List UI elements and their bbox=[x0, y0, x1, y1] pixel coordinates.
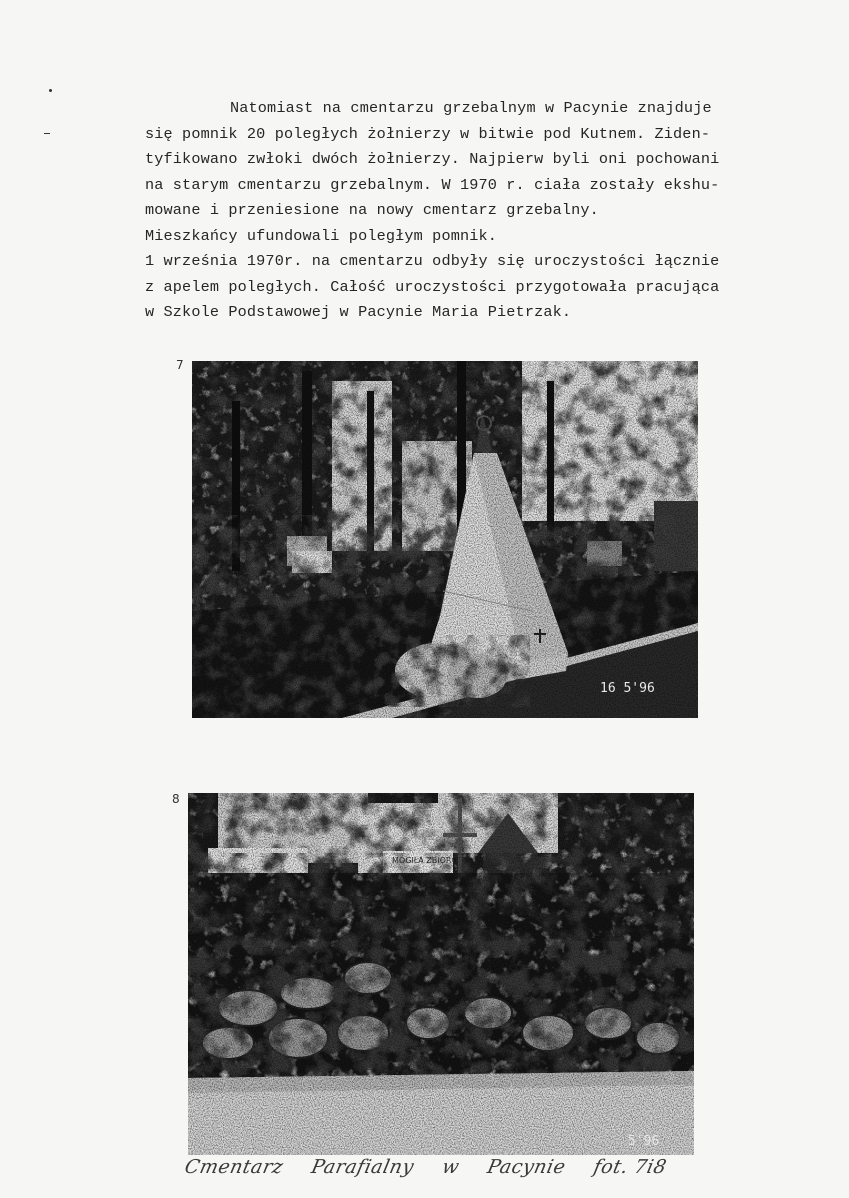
scan-speck bbox=[44, 133, 50, 134]
text-line: Mieszkańcy ufundowali poległym pomnik. bbox=[145, 226, 498, 245]
caption-word: fot. 7i8 bbox=[591, 1156, 669, 1178]
text-line: na starym cmentarzu grzebalnym. W 1970 r. ciała zostały ekshu- bbox=[145, 175, 720, 194]
text-line: się pomnik 20 poległych żołnierzy w bitwie pod Kutnem. Ziden- bbox=[145, 124, 711, 143]
photo-grave bbox=[188, 793, 694, 1155]
caption-word: Pacynie bbox=[485, 1156, 568, 1178]
text-line: z apelem poległych. Całość uroczystości przygotowała pracująca bbox=[145, 277, 720, 296]
handwritten-caption bbox=[183, 1156, 691, 1178]
date-stamp: 5'96 bbox=[628, 1134, 660, 1149]
caption-word: w bbox=[440, 1156, 462, 1178]
typed-text-block bbox=[145, 96, 795, 326]
caption-word: Parafialny bbox=[309, 1156, 417, 1178]
text-line: mowane i przeniesione na nowy cmentarz grzebalny. bbox=[145, 201, 599, 219]
caption-word: Cmentarz bbox=[182, 1156, 286, 1178]
text-line: Natomiast na cmentarzu grzebalnym w Pacynie znajduje bbox=[230, 99, 712, 117]
date-stamp: 16 5'96 bbox=[600, 681, 655, 696]
photo-number: 8 bbox=[172, 792, 180, 806]
text-line: tyfikowano zwłoki dwóch żołnierzy. Najpierw byli oni pochowani bbox=[145, 150, 720, 168]
photo-obelisk bbox=[192, 361, 698, 718]
text-line: w Szkole Podstawowej w Pacynie Maria Pietrzak. bbox=[145, 303, 572, 321]
photo-number: 7 bbox=[176, 358, 184, 372]
scan-speck bbox=[49, 89, 52, 92]
text-line: 1 września 1970r. na cmentarzu odbyły się uroczystości łącznie bbox=[145, 252, 720, 270]
